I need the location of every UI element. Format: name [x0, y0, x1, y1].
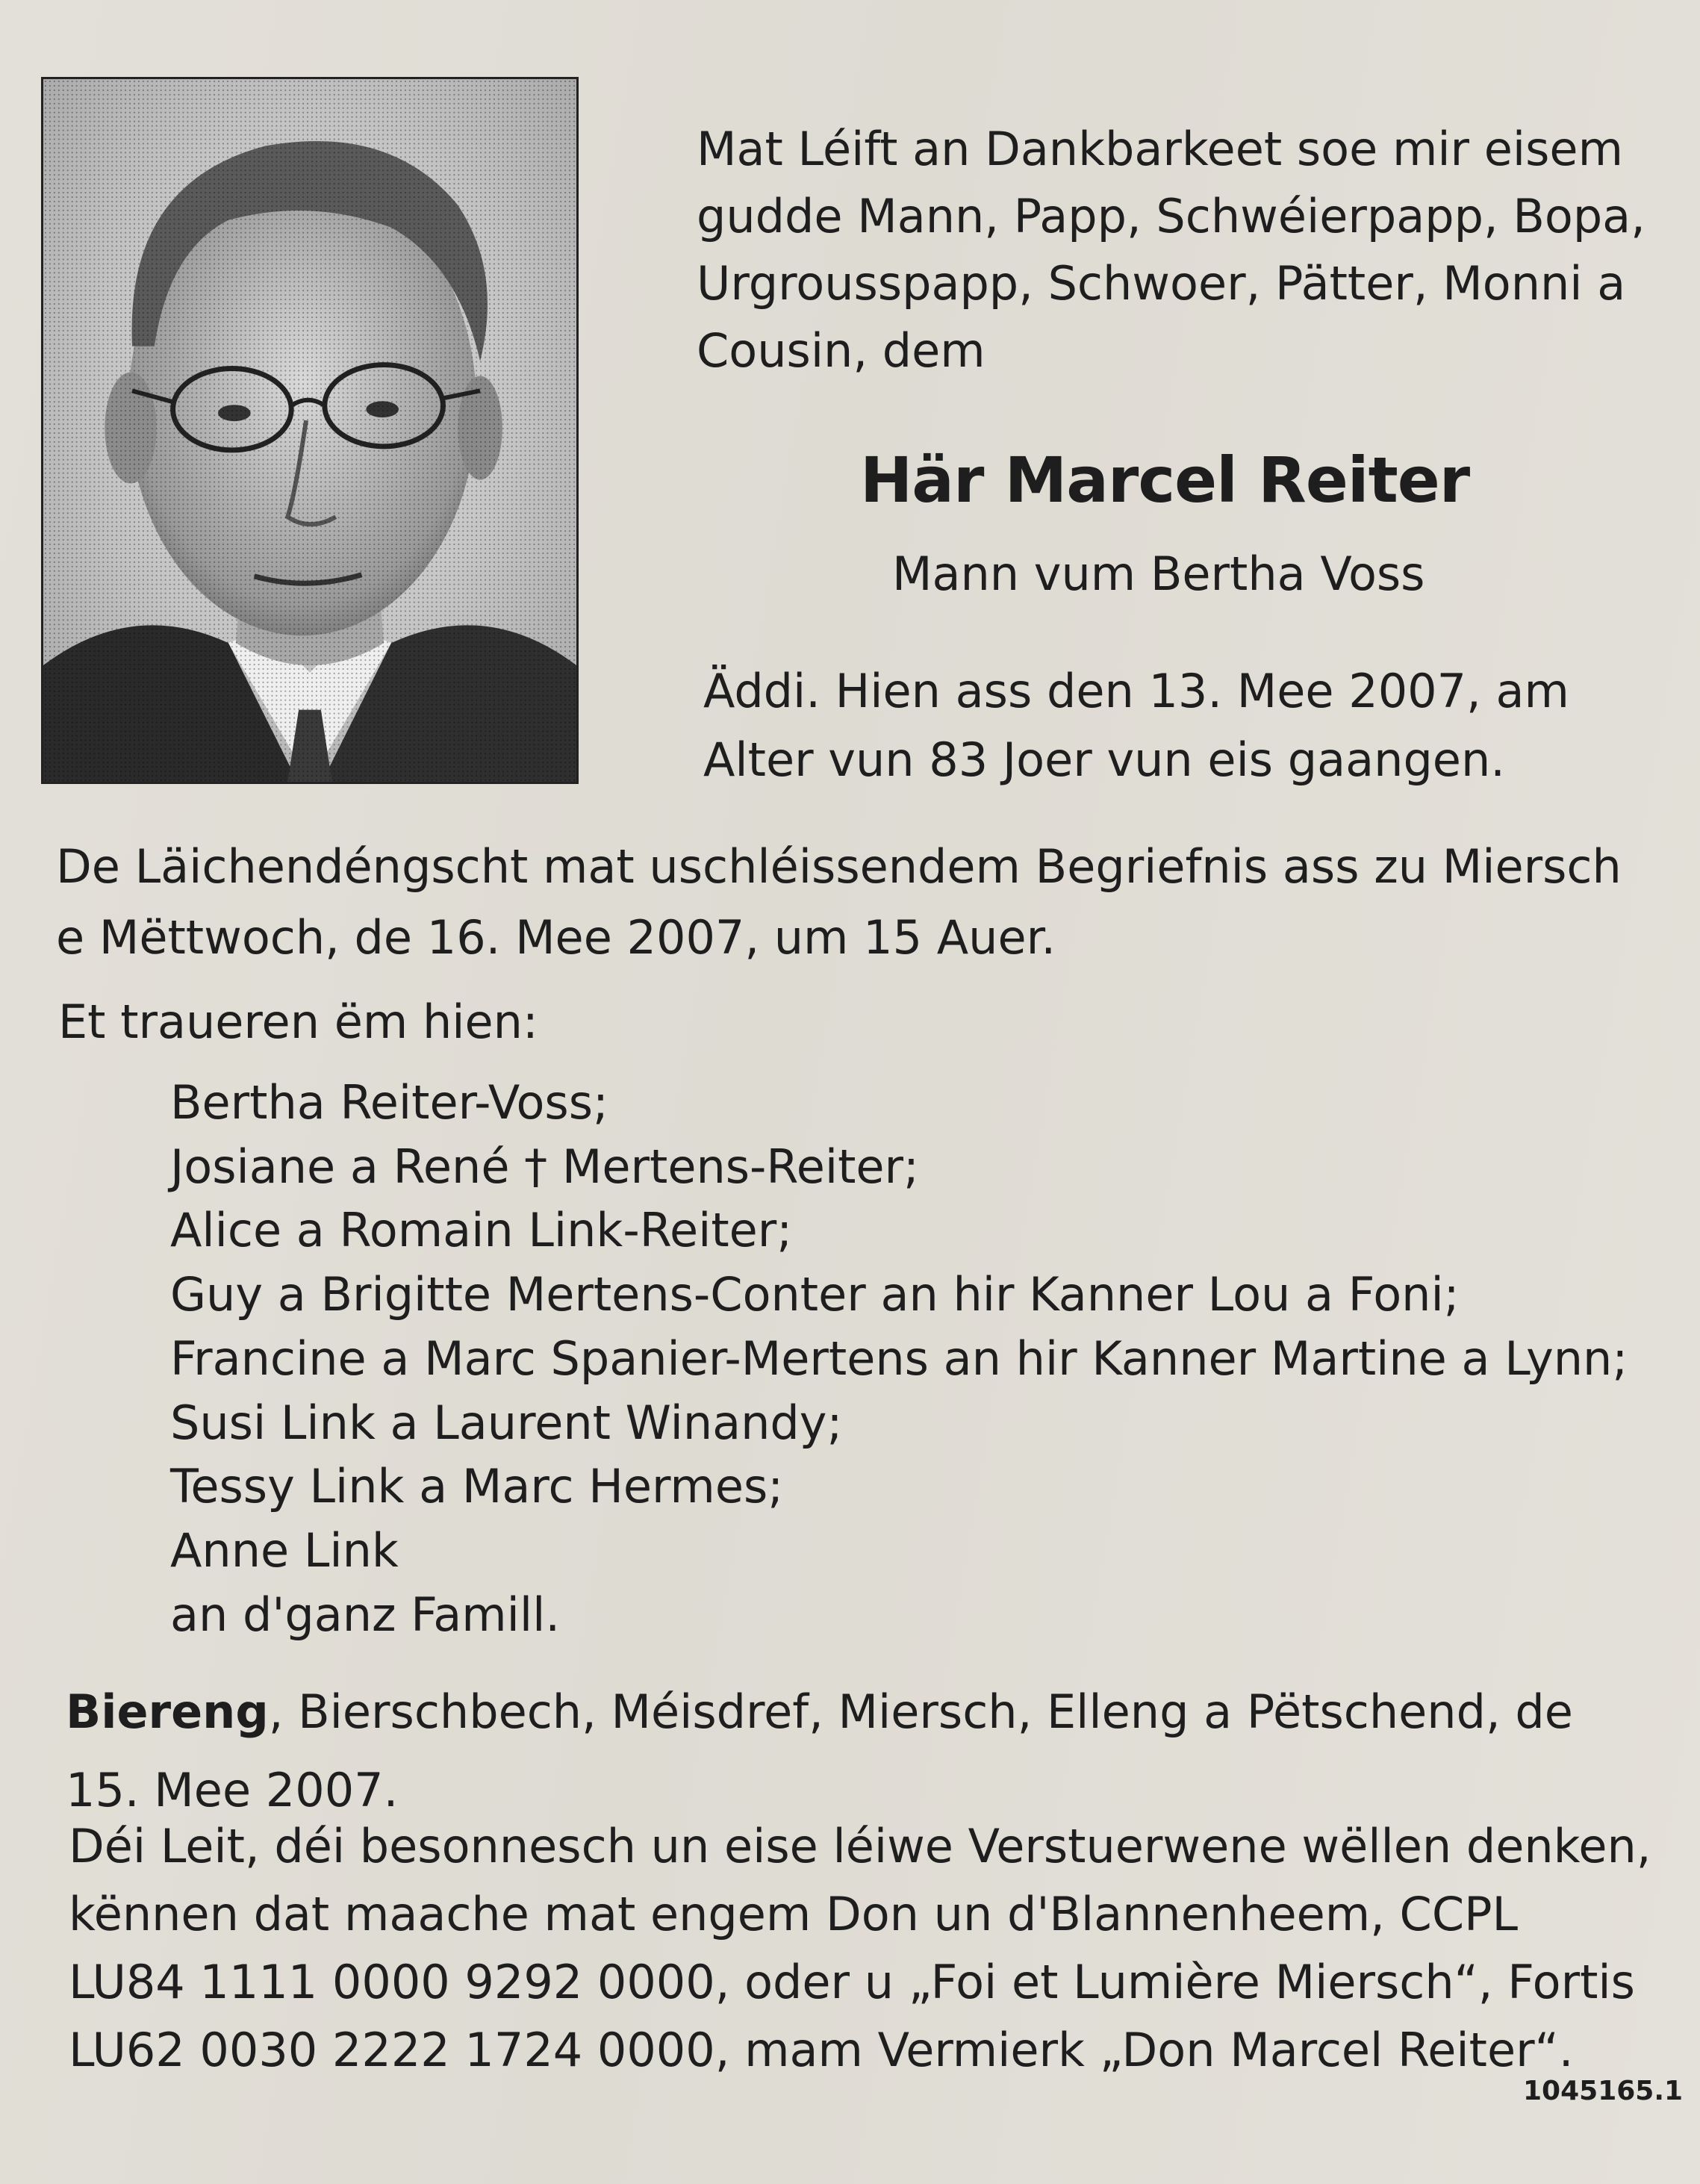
intro-line: Urgrousspapp, Schwoer, Pätter, Monni a — [697, 256, 1626, 311]
mourner-item: Guy a Brigitte Mertens-Conter an hir Kanner Lou a Foni; — [170, 1267, 1460, 1322]
funeral-notice — [56, 831, 1622, 973]
donation-line: LU84 1111 0000 9292 0000, oder u „Foi et Lumière Miersch“, Fortis — [69, 1955, 1635, 2009]
mourner-item: Alice a Romain Link-Reiter; — [170, 1203, 793, 1258]
place-and-date — [66, 1673, 1573, 1829]
mourners-list — [170, 1071, 1628, 1646]
place-rest: , Bierschbech, Méisdref, Miersch, Elleng a Pëtschend, de — [268, 1684, 1573, 1739]
donation-notice — [69, 1812, 1651, 2084]
donation-line: LU62 0030 2222 1724 0000, mam Vermierk „Don Marcel Reiter“. — [69, 2023, 1574, 2077]
mourner-item: Bertha Reiter-Voss; — [170, 1075, 608, 1130]
spouse-subtitle: Mann vum Bertha Voss — [892, 547, 1425, 601]
intro-line: gudde Mann, Papp, Schwéierpapp, Bopa, — [697, 189, 1645, 243]
mourner-item: an d'ganz Famill. — [170, 1587, 561, 1642]
mourner-item: Anne Link — [170, 1522, 399, 1578]
place-line — [66, 1673, 1573, 1751]
funeral-line: De Läichendéngscht mat uschléissendem Begriefnis ass zu Miersch — [56, 839, 1622, 894]
death-line: Äddi. Hien ass den 13. Mee 2007, am — [703, 664, 1569, 718]
intro-line: Mat Léift an Dankbarkeet soe mir eisem — [697, 122, 1623, 176]
place-bold: Biereng — [66, 1684, 269, 1739]
place-date: 15. Mee 2007. — [66, 1763, 399, 1817]
donation-line: kënnen dat maache mat engem Don un d'Blannenheem, CCPL — [69, 1887, 1519, 1941]
deceased-name: Här Marcel Reiter — [860, 444, 1470, 517]
donation-line: Déi Leit, déi besonnesch un eise léiwe Verstuerwene wëllen denken, — [69, 1819, 1651, 1873]
mourner-item: Susi Link a Laurent Winandy; — [170, 1395, 843, 1450]
mourner-item: Josiane a René † Mertens-Reiter; — [170, 1139, 919, 1194]
mourner-item: Francine a Marc Spanier-Mertens an hir Kanner Martine a Lynn; — [170, 1331, 1628, 1386]
death-notice — [703, 657, 1569, 794]
reference-number: 1045165.1 — [1523, 2076, 1684, 2106]
death-line: Alter vun 83 Joer vun eis gaangen. — [703, 732, 1505, 787]
portrait-photo — [41, 77, 579, 784]
intro-paragraph — [697, 116, 1645, 385]
intro-line: Cousin, dem — [697, 323, 986, 378]
mourners-heading: Et traueren ëm hien: — [58, 995, 538, 1049]
mourner-item: Tessy Link a Marc Hermes; — [170, 1459, 784, 1514]
funeral-line: e Mëttwoch, de 16. Mee 2007, um 15 Auer. — [56, 910, 1056, 965]
